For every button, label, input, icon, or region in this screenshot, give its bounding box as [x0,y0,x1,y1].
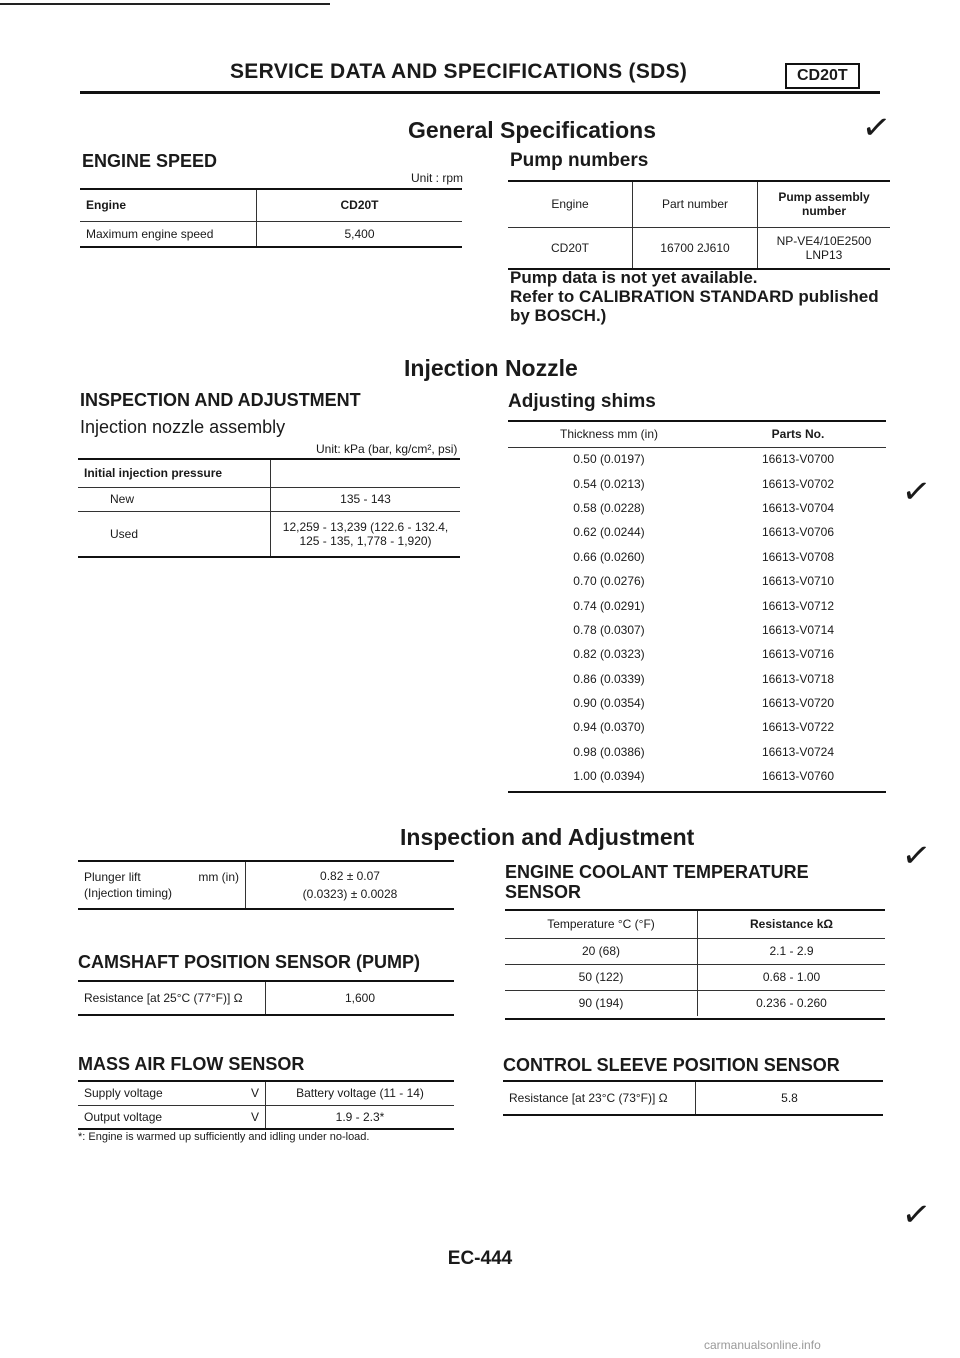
shim-part-number: 16613-V0720 [761,696,835,711]
shim-part-number: 16613-V0718 [761,671,835,686]
nozzle-used-value-2: 125 - 135, 1,778 - 1,920) [299,533,432,548]
shim-row [508,496,886,520]
adjusting-shims-title: Adjusting shims [508,391,656,412]
shim-row [508,520,886,544]
shim-row [508,545,886,569]
check-mark-icon: ✓ [899,835,934,877]
shim-part-number: 16613-V0712 [761,598,835,613]
coolant-title-line-1: ENGINE COOLANT TEMPERATURE [505,862,809,882]
adjusting-shims-table [508,420,886,788]
coolant-row [505,938,885,964]
engine-speed-title: ENGINE SPEED [82,151,218,171]
coolant-row [505,990,885,1016]
shim-thickness: 0.50 (0.0197) [573,452,645,467]
plunger-label-sub: (Injection timing) [84,886,173,900]
shim-part-number: 16613-V0706 [761,525,835,540]
shim-row [508,593,886,617]
pump-note-line-2: Refer to CALIBRATION STANDARD published [510,287,879,306]
engine-speed-row-label: Maximum engine speed [86,226,214,241]
shim-part-number: 16613-V0716 [761,647,835,662]
shims-col-thickness: Thickness mm (in) [559,427,658,442]
shim-thickness: 0.78 (0.0307) [573,622,645,637]
coolant-title-line-2: SENSOR [505,882,582,902]
shim-thickness: 0.58 (0.0228) [573,500,645,515]
shim-row [508,740,886,764]
maf-sensor-table [78,1080,454,1130]
nozzle-used-label: Used [110,526,139,541]
camshaft-sensor-title: CAMSHAFT POSITION SENSOR (PUMP) [78,952,421,972]
header-rule [80,91,880,94]
pump-note-line-1: Pump data is not yet available. [510,268,758,287]
injection-nozzle-title: Injection Nozzle [404,355,578,381]
pump-value-assembly-1: NP-VE4/10E2500 [776,233,872,248]
engine-speed-table [80,188,462,248]
check-mark-icon: ✓ [899,471,934,513]
engine-speed-row-value: 5,400 [257,221,463,247]
shim-thickness: 0.82 (0.0323) [573,647,645,662]
plunger-lift-table [78,860,454,910]
coolant-col-resistance: Resistance kΩ [698,910,886,938]
plunger-unit: mm (in) [198,870,239,884]
pump-col-engine: Engine [551,197,589,212]
shim-row [508,715,886,739]
shim-thickness: 0.86 (0.0339) [573,671,645,686]
coolant-temperature: 90 (194) [578,996,624,1011]
shim-part-number: 16613-V0708 [761,549,835,564]
maf-sensor-title: MASS AIR FLOW SENSOR [78,1054,305,1074]
shim-part-number: 16613-V0714 [761,622,835,637]
shims-col-parts: Parts No. [771,427,825,442]
watermark: carmanualsonline.info [704,1338,821,1352]
shim-thickness: 0.98 (0.0386) [573,744,645,759]
shim-thickness: 0.62 (0.0244) [573,525,645,540]
page-header-title: SERVICE DATA AND SPECIFICATIONS (SDS) [230,60,688,83]
coolant-sensor-title [505,862,809,902]
injection-nozzle-assembly-subtitle: Injection nozzle assembly [80,417,286,437]
maf-supply-label: Supply voltage [84,1086,163,1101]
coolant-row [505,964,885,990]
nozzle-new-value: 135 - 143 [271,487,461,511]
inspection-adjustment-section-title: Inspection and Adjustment [400,824,695,850]
shim-row [508,667,886,691]
camshaft-unit: Ω [233,991,243,1005]
engine-badge: CD20T [785,63,860,89]
camshaft-value: 1,600 [266,981,455,1015]
plunger-value-2: (0.0323) ± 0.0028 [302,887,398,901]
nozzle-used-value-1: 12,259 - 13,239 (122.6 - 132.4, [282,519,449,534]
shim-thickness: 0.74 (0.0291) [573,598,645,613]
control-sleeve-value: 5.8 [696,1081,884,1115]
shim-part-number: 16613-V0704 [761,500,835,515]
shim-part-number: 16613-V0702 [761,476,835,491]
shim-thickness: 0.66 (0.0260) [573,549,645,564]
coolant-sensor-table [505,909,885,1016]
check-mark-icon: ✓ [859,107,894,149]
top-edge-rule [0,3,330,5]
pump-value-assembly-2: LNP13 [805,247,843,262]
shim-part-number: 16613-V0724 [761,744,835,759]
inspection-adjustment-title: INSPECTION AND ADJUSTMENT [80,390,361,410]
nozzle-header: Initial injection pressure [84,466,223,481]
shim-row [508,569,886,593]
control-sleeve-table [503,1080,883,1116]
shim-thickness: 0.54 (0.0213) [573,476,645,491]
pump-col-part: Part number [633,181,758,227]
nozzle-new-label: New [110,492,135,506]
shim-row [508,471,886,495]
control-sleeve-unit: Ω [658,1091,668,1105]
check-mark-icon: ✓ [899,1194,934,1236]
engine-speed-col-engine: Engine [86,198,127,213]
shims-bottom-rule [508,791,886,793]
pump-note [510,268,879,325]
control-sleeve-label: Resistance [at 23°C (73°F)] [509,1091,656,1105]
engine-speed-col-cd20t: CD20T [257,189,463,221]
shim-row [508,642,886,666]
coolant-col-temp: Temperature °C (°F) [547,917,655,932]
coolant-resistance: 0.236 - 0.260 [698,990,886,1016]
camshaft-sensor-table [78,980,454,1016]
pump-value-part: 16700 2J610 [633,227,758,269]
shim-part-number: 16613-V0700 [761,452,835,467]
shim-row [508,764,886,788]
shim-part-number: 16613-V0710 [761,574,835,589]
page-number: EC-444 [447,1248,513,1269]
plunger-label: Plunger lift [84,870,141,884]
coolant-resistance: 2.1 - 2.9 [698,938,886,964]
maf-supply-value: Battery voltage (11 - 14) [266,1081,455,1105]
shim-part-number: 16613-V0760 [761,769,835,784]
shim-thickness: 0.70 (0.0276) [573,574,645,589]
pump-col-assembly: Pump assembly number [758,181,891,227]
maf-supply-unit: V [250,1086,259,1101]
shim-thickness: 0.90 (0.0354) [573,696,645,711]
nozzle-unit: Unit: kPa (bar, kg/cm², psi) [316,442,458,456]
engine-speed-unit: Unit : rpm [411,171,464,185]
plunger-value-1: 0.82 ± 0.07 [320,869,380,883]
coolant-resistance: 0.68 - 1.00 [698,964,886,990]
pump-numbers-title: Pump numbers [510,150,649,171]
shim-row [508,691,886,715]
control-sleeve-title: CONTROL SLEEVE POSITION SENSOR [503,1055,840,1075]
camshaft-label: Resistance [at 25°C (77°F)] [84,991,231,1005]
shim-row [508,447,886,471]
maf-note: *: Engine is warmed up sufficiently and idling under no-load. [78,1131,370,1143]
general-specs-title: General Specifications [408,117,656,143]
shim-thickness: 0.94 (0.0370) [573,720,645,735]
maf-output-value: 1.9 - 2.3* [266,1105,455,1129]
coolant-temperature: 20 (68) [581,944,621,958]
pump-value-engine: CD20T [550,240,589,255]
shim-thickness: 1.00 (0.0394) [573,769,645,784]
nozzle-pressure-table [78,458,460,558]
maf-output-label: Output voltage [84,1109,163,1124]
coolant-bottom-rule [505,1018,885,1020]
maf-output-unit: V [250,1109,259,1124]
shim-part-number: 16613-V0722 [761,720,835,735]
coolant-temperature: 50 (122) [578,970,624,984]
shim-row [508,618,886,642]
pump-numbers-table [508,180,890,270]
pump-note-line-3: by BOSCH.) [510,306,607,325]
